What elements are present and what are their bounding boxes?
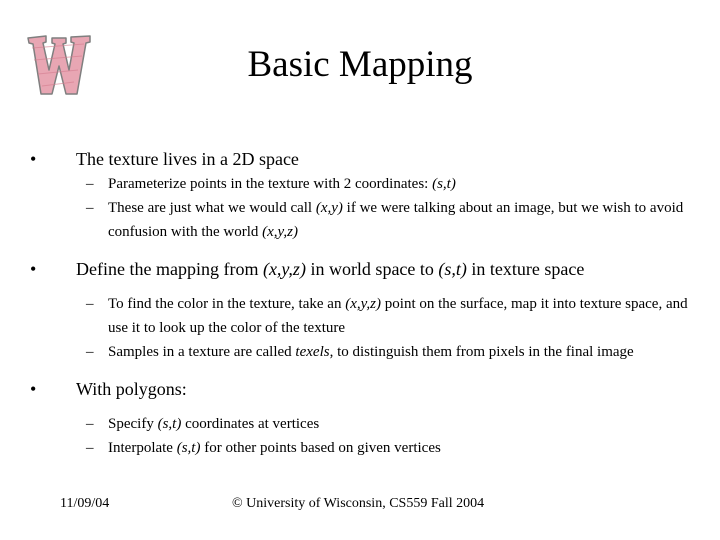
sub-bullet-marker: –	[86, 344, 94, 360]
bullet-item	[30, 146, 690, 172]
bullet-marker: •	[30, 149, 37, 169]
sub-bullet-item	[86, 292, 690, 340]
sub-bullet-item	[86, 172, 690, 196]
sub-bullet-marker: –	[86, 200, 94, 216]
sub-bullet-text: Specify (s,t) coordinates at vertices	[108, 416, 320, 432]
bullet-text: Define the mapping from (x,y,z) in world space to (s,t) in texture space	[76, 259, 585, 279]
bullet-text: The texture lives in a 2D space	[76, 149, 299, 169]
sub-bullet-item	[86, 340, 690, 364]
sub-bullet-item	[86, 196, 690, 244]
sub-bullet-marker: –	[86, 416, 94, 432]
bullet-text: With polygons:	[76, 379, 187, 399]
bullet-item	[30, 256, 690, 282]
sub-bullet-text: To find the color in the texture, take an (x,y,z) point on the surface, map it into texture space, and use it to look up the color of the texture	[108, 296, 688, 336]
slide-title: Basic Mapping	[247, 44, 473, 85]
sub-bullet-text: Parameterize points in the texture with 2 coordinates: (s,t)	[108, 176, 456, 192]
bullet-marker: •	[30, 259, 37, 279]
sub-bullet-text: Interpolate (s,t) for other points based on given vertices	[108, 440, 441, 456]
sub-bullet-marker: –	[86, 440, 94, 456]
sub-bullet-marker: –	[86, 176, 94, 192]
footer-date: 11/09/04	[60, 496, 110, 511]
footer-copyright: © University of Wisconsin, CS559 Fall 2004	[232, 496, 485, 511]
sub-bullet-text: These are just what we would call (x,y) if we were talking about an image, but we wish to avoid confusion with the world (x,y,z)	[108, 200, 684, 240]
sub-bullet-item	[86, 436, 690, 460]
sub-bullet-item	[86, 412, 690, 436]
sub-bullet-text: Samples in a texture are called texels, to distinguish them from pixels in the final image	[108, 344, 634, 360]
wisconsin-w-logo-icon	[22, 30, 94, 102]
bullet-marker: •	[30, 379, 37, 399]
sub-bullet-marker: –	[86, 296, 94, 312]
bullet-item	[30, 376, 690, 402]
slide-body	[30, 146, 690, 460]
